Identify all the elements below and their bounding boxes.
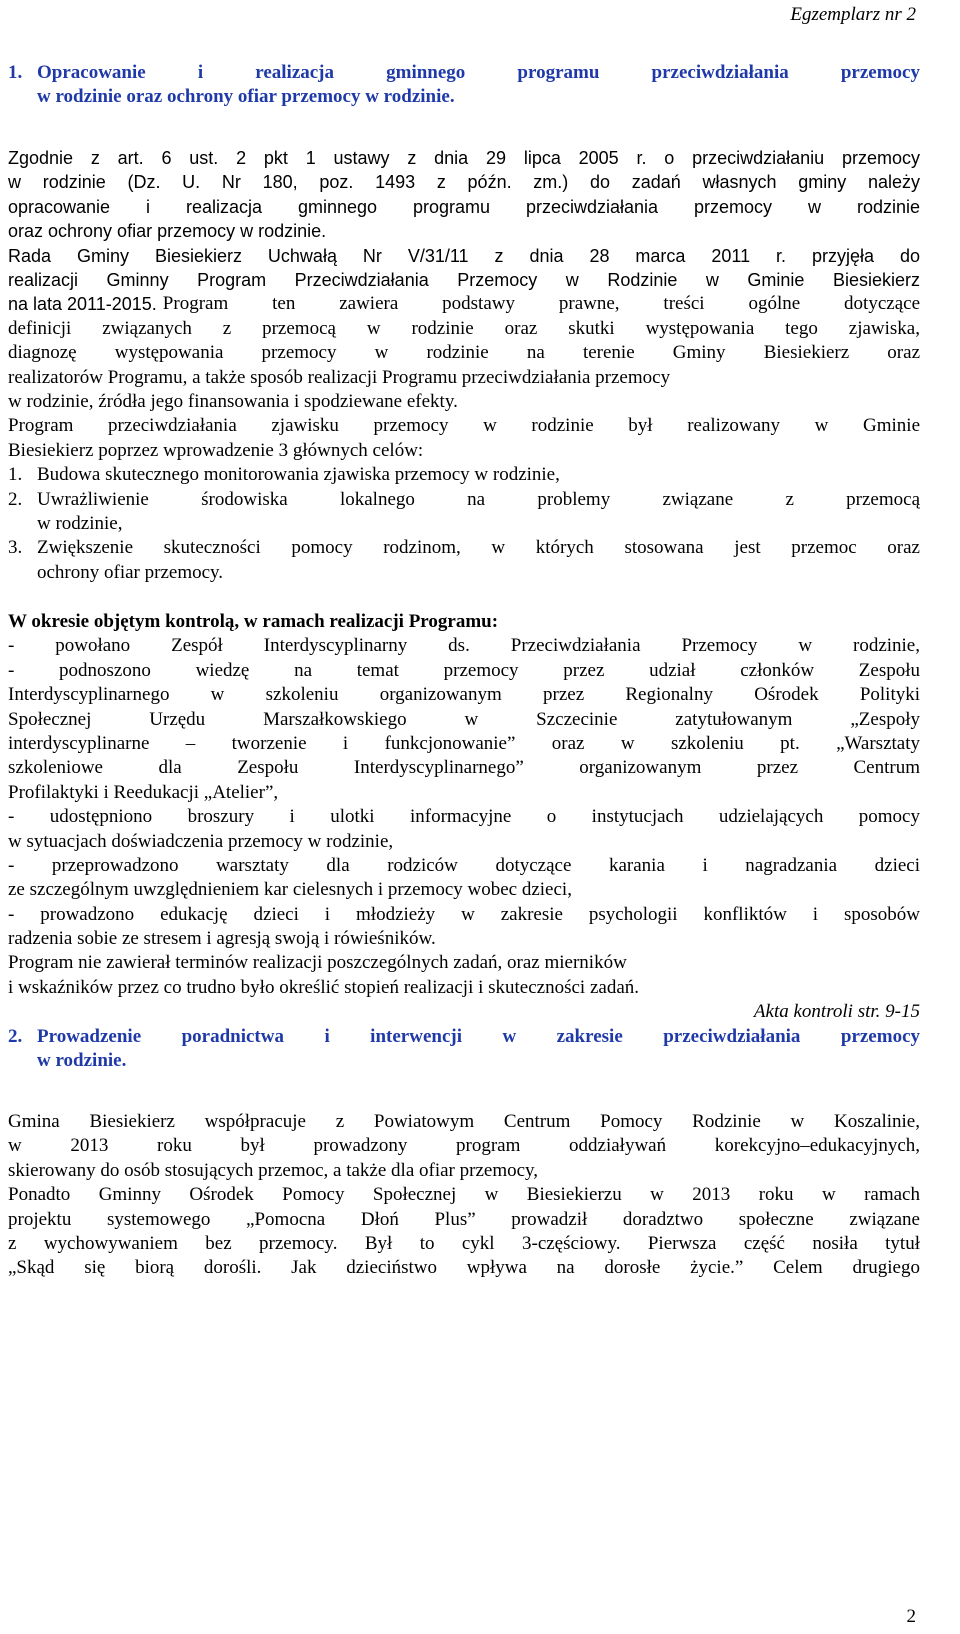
text-line: realizacji Gminny Program Przeciwdziałania Przemocy w Rodzinie w Gminie Biesiekierz	[8, 269, 920, 290]
text-line: oraz ochrony ofiar przemocy w rodzinie.	[8, 221, 327, 242]
list-item: 1. Budowa skutecznego monitorowania zjawiska przemocy w rodzinie,	[8, 464, 560, 486]
text-line: Profilaktyki i Reedukacji „Atelier”,	[8, 781, 279, 803]
text-line: szkoleniowe dla Zespołu Interdyscyplinarnego” organizowanym przez Centrum	[8, 757, 920, 779]
text-fragment: na lata 2011-2015.	[8, 294, 157, 315]
text-line: diagnozę występowania przemocy w rodzinie na terenie Gminy Biesiekierz oraz	[8, 342, 920, 364]
text-line: radzenia sobie ze stresem i agresją swoją i rówieśników.	[8, 928, 436, 950]
text-line: - podnoszono wiedzę na temat przemocy przez udział członków Zespołu	[8, 659, 920, 681]
text-line: Rada Gminy Biesiekierz Uchwałą Nr V/31/11 z dnia 28 marca 2011 r. przyjęła do	[8, 245, 920, 266]
text-line: opracowanie i realizacja gminnego programu przeciwdziałania przemocy w rodzinie	[8, 196, 920, 217]
text-line: w sytuacjach doświadczenia przemocy w rodzinie,	[8, 830, 394, 852]
section-1-intro	[8, 146, 920, 292]
section-1-body	[8, 317, 920, 463]
text-line: skierowany do osób stosujących przemoc, a także dla ofiar przemocy,	[8, 1159, 539, 1181]
text-line: Program nie zawierał terminów realizacji poszczególnych zadań, oraz mierników	[8, 952, 627, 974]
text-line: Zgodnie z art. 6 ust. 2 pkt 1 ustawy z dnia 29 lipca 2005 r. o przeciwdziałaniu przemocy	[8, 148, 920, 168]
text-line: - udostępniono broszury i ulotki informacyjne o instytucjach udzielających pomocy	[8, 806, 920, 828]
control-activities	[8, 634, 920, 1024]
text-line: w rodzinie (Dz. U. Nr 180, poz. 1493 z późn. zm.) do zadań własnych gminy należy	[8, 172, 920, 193]
list-item: 2. Uwrażliwienie środowiska lokalnego na problemy związane z przemocą	[8, 488, 920, 510]
text-line: ze szczególnym uwzględnieniem kar cielesnych i przemocy wobec dzieci,	[8, 879, 572, 901]
list-item-continuation: ochrony ofiar przemocy.	[37, 561, 224, 583]
page-number: 2	[906, 1606, 916, 1627]
text-line: Ponadto Gminny Ośrodek Pomocy Społecznej w Biesiekierzu w 2013 roku w ramach	[8, 1184, 920, 1206]
text-line: z wychowywaniem bez przemocy. Był to cykl 3-częściowy. Pierwsza część nosiła tytuł	[8, 1232, 920, 1254]
section-2-title-line: w rodzinie.	[37, 1050, 127, 1072]
section-1-number: 1.	[8, 62, 23, 83]
text-line: Gmina Biesiekierz współpracuje z Powiatowym Centrum Pomocy Rodzinie w Koszalinie,	[8, 1111, 920, 1132]
text-line: projektu systemowego „Pomocna Dłoń Plus” prowadził doradztwo społeczne związane	[8, 1208, 920, 1230]
text-line: - przeprowadzono warsztaty dla rodziców dotyczące karania i nagradzania dzieci	[8, 854, 920, 876]
section-2-title-line: 2. Prowadzenie poradnictwa i interwencji w zakresie przeciwdziałania przemocy	[8, 1025, 920, 1049]
section-1-title-line: 1. Opracowanie i realizacja gminnego programu przeciwdziałania przemocy	[8, 61, 920, 85]
text-line: Biesiekierz poprzez wprowadzenie 3 głównych celów:	[8, 439, 424, 461]
text-line: Program przeciwdziałania zjawisku przemocy w rodzinie był realizowany w Gminie	[8, 415, 920, 437]
text-line: w 2013 roku był prowadzony program oddziaływań korekcyjno–edukacyjnych,	[8, 1135, 920, 1157]
section-2-body	[8, 1110, 920, 1281]
section-1-heading	[8, 61, 920, 110]
section-1-mixed-line	[8, 292, 920, 316]
list-item-continuation: w rodzinie,	[37, 512, 123, 534]
control-heading: W okresie objętym kontrolą, w ramach realizacji Programu:	[8, 611, 499, 632]
text-line: definicji związanych z przemocą w rodzinie oraz skutki występowania tego zjawiska,	[8, 317, 920, 339]
text-line: - powołano Zespół Interdyscyplinarny ds. Przeciwdziałania Przemocy w rodzinie,	[8, 635, 920, 657]
text-line: realizatorów Programu, a także sposób realizacji Programu przeciwdziałania przemocy	[8, 366, 671, 388]
text-line: - prowadzono edukację dzieci i młodzieży w zakresie psychologii konfliktów i sposobów	[8, 903, 920, 925]
section-2-heading	[8, 1025, 920, 1074]
text-line: w rodzinie, źródła jego finansowania i spodziewane efekty.	[8, 390, 458, 412]
text-fragment: Program ten zawiera podstawy prawne, treści ogólne dotyczące	[162, 293, 920, 315]
text-line: i wskaźników przez co trudno było określić stopień realizacji i skuteczności zadań.	[8, 976, 639, 998]
goals-list	[8, 463, 920, 585]
text-line: Interdyscyplinarnego w szkoleniu organizowanym przez Regionalny Ośrodek Polityki	[8, 684, 920, 706]
section-1-title-line: w rodzinie oraz ochrony ofiar przemocy w rodzinie.	[37, 86, 455, 108]
file-reference: Akta kontroli str. 9-15	[753, 1001, 920, 1023]
text-line: Społecznej Urzędu Marszałkowskiego w Szczecinie zatytułowanym „Zespoły	[8, 708, 920, 730]
section-2-number: 2.	[8, 1026, 23, 1047]
list-item: 3. Zwiększenie skuteczności pomocy rodzinom, w których stosowana jest przemoc oraz	[8, 537, 920, 559]
text-line: „Skąd się biorą dorośli. Jak dzieciństwo wpływa na dorosłe życie.” Celem drugiego	[8, 1257, 920, 1279]
text-line: interdyscyplinarne – tworzenie i funkcjonowanie” oraz w szkoleniu pt. „Warsztaty	[8, 732, 920, 754]
copy-number-note: Egzemplarz nr 2	[790, 4, 916, 25]
